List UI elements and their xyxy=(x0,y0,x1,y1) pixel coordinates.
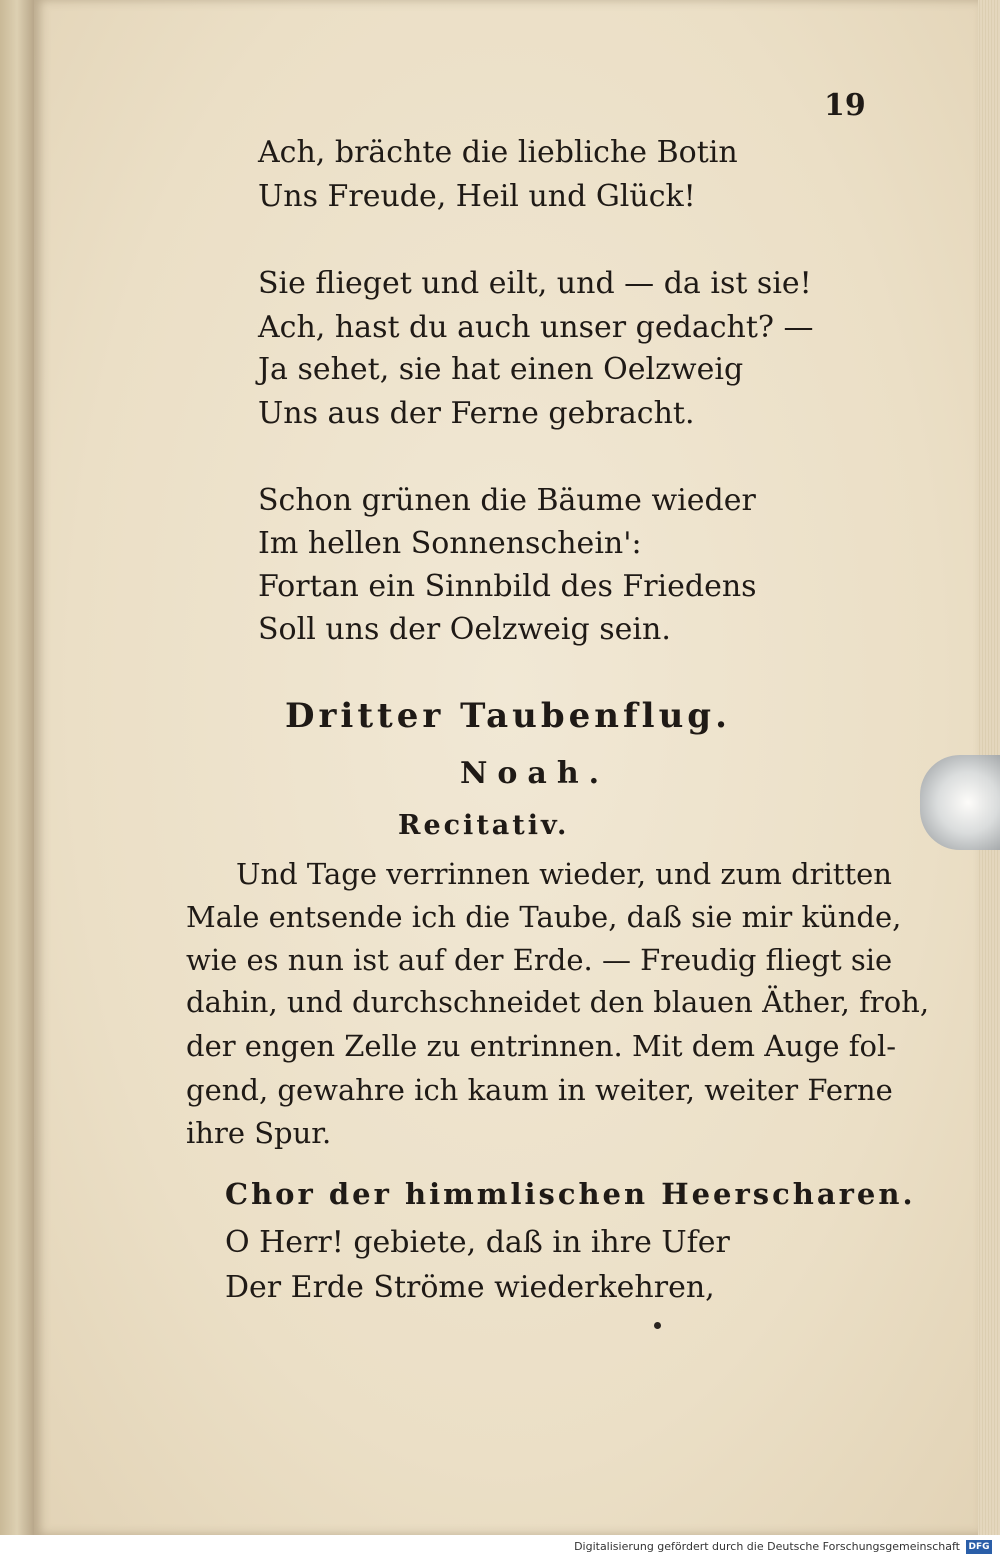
footer-bar xyxy=(0,1535,1000,1559)
prose-line: ihre Spur. xyxy=(186,1116,332,1150)
verse-line: Sie flieget und eilt, und — da ist sie! xyxy=(258,266,812,301)
prose-line: dahin, und durchschneidet den blauen Äther, froh, xyxy=(186,985,930,1019)
page-clip xyxy=(920,755,1000,850)
prose-line: Male entsende ich die Taube, daß sie mir künde, xyxy=(186,900,902,934)
chorus-line: Der Erde Ströme wiederkehren, xyxy=(225,1270,715,1305)
verse-line: Ach, brächte die liebliche Botin xyxy=(258,135,738,170)
prose-line: der engen Zelle zu entrinnen. Mit dem Auge fol- xyxy=(186,1029,897,1063)
speaker-name: Noah. xyxy=(460,756,610,791)
verse-line: Soll uns der Oelzweig sein. xyxy=(258,612,671,647)
verse-line: Fortan ein Sinnbild des Friedens xyxy=(258,569,757,604)
form-label: Recitativ. xyxy=(398,810,570,841)
verse-line: Ach, hast du auch unser gedacht? — xyxy=(258,310,814,345)
prose-line: gend, gewahre ich kaum in weiter, weiter Ferne xyxy=(186,1073,893,1107)
verse-line: Schon grünen die Bäume wieder xyxy=(258,483,756,518)
verse-line: Uns aus der Ferne gebracht. xyxy=(258,396,695,431)
chorus-heading: Chor der himmlischen Heerscharen. xyxy=(225,1177,916,1211)
footer-credit: Digitalisierung gefördert durch die Deutsche Forschungsgemeinschaft xyxy=(574,1540,960,1553)
book-gutter xyxy=(0,0,34,1535)
verse-line: Uns Freude, Heil und Glück! xyxy=(258,179,696,214)
verse-line: Ja sehet, sie hat einen Oelzweig xyxy=(258,352,744,387)
dfg-logo-icon: DFG xyxy=(966,1540,992,1554)
page-number: 19 xyxy=(824,88,866,123)
prose-line: wie es nun ist auf der Erde. — Freudig fliegt sie xyxy=(186,943,893,977)
ink-dot xyxy=(654,1322,661,1329)
section-title: Dritter Taubenflug. xyxy=(285,696,731,736)
verse-line: Im hellen Sonnenschein': xyxy=(258,526,642,561)
prose-line: Und Tage verrinnen wieder, und zum dritten xyxy=(236,857,892,891)
chorus-line: O Herr! gebiete, daß in ihre Ufer xyxy=(225,1225,730,1260)
